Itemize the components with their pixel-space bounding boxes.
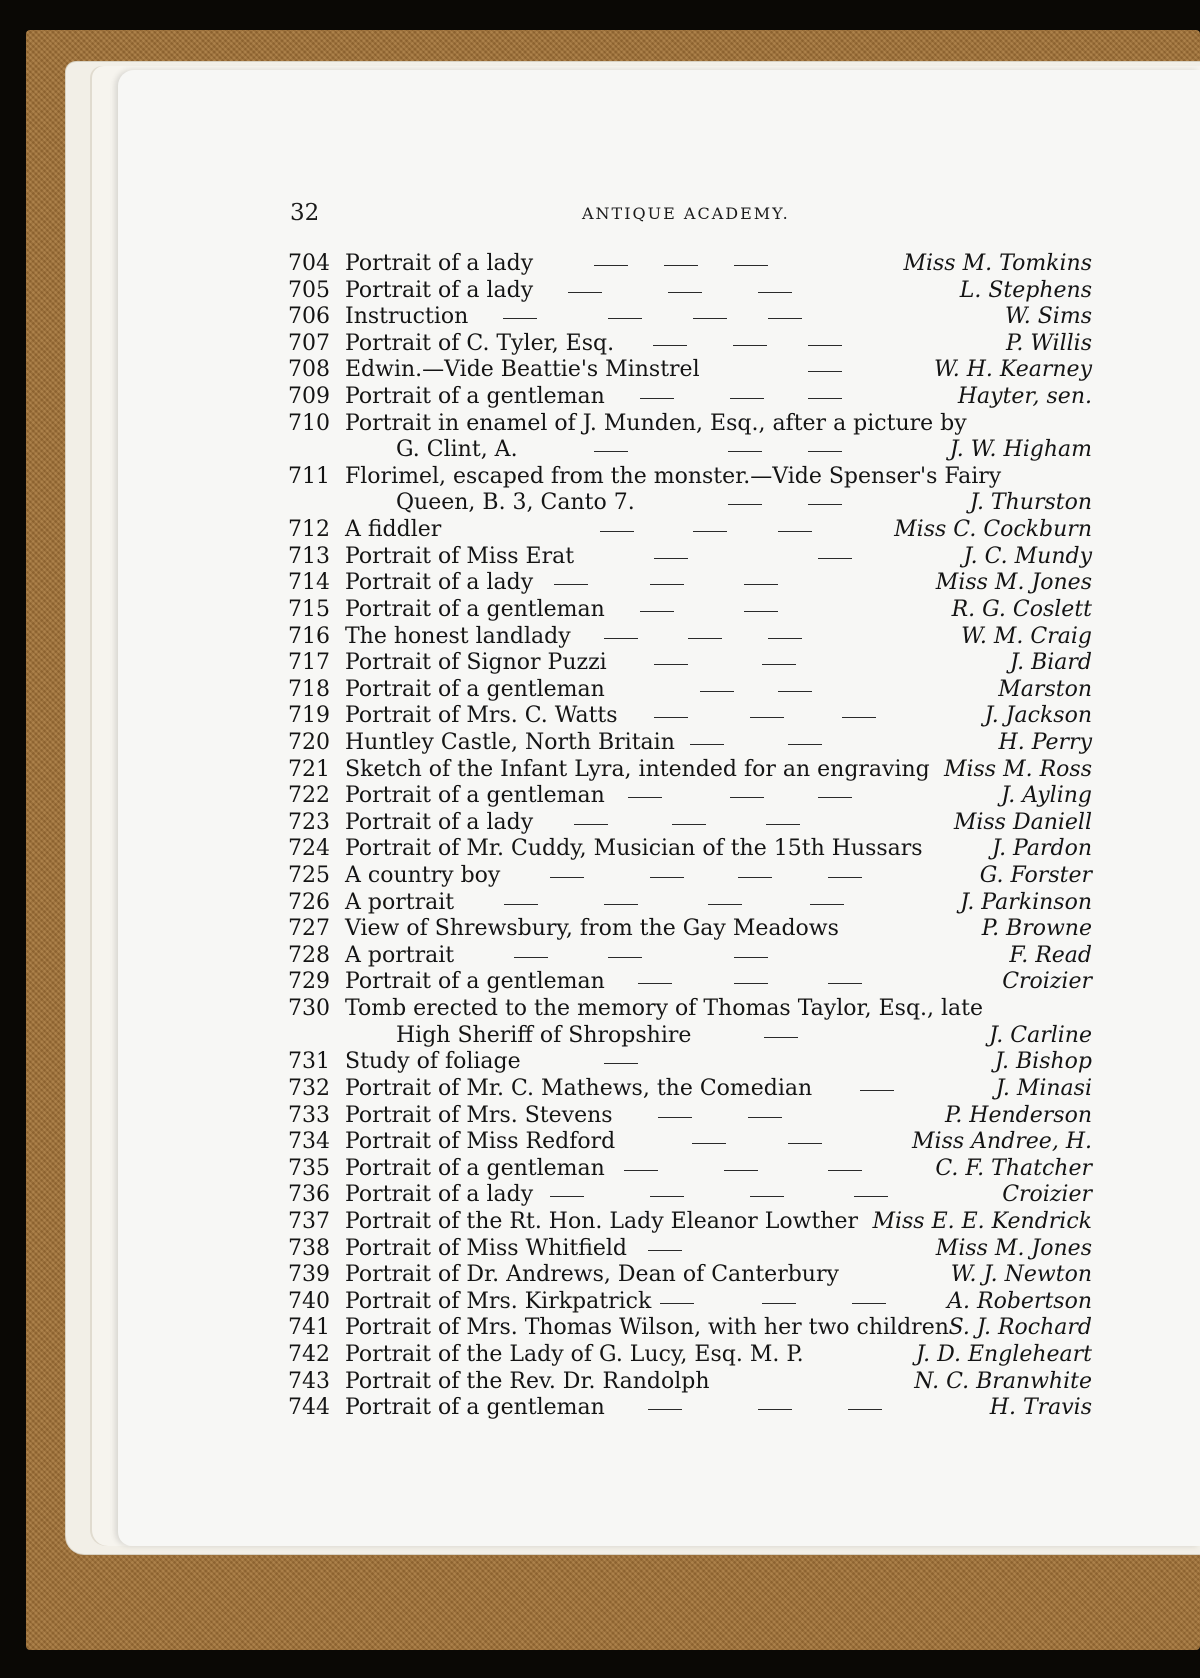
dash-leader [750, 1182, 784, 1208]
dash-leader [828, 1156, 862, 1182]
dash-leader [738, 863, 772, 889]
dash-leader [734, 943, 768, 969]
entry-number: 723 [288, 809, 330, 835]
entry-artist: Miss M. Jones [935, 1235, 1092, 1261]
entry-number: 742 [288, 1341, 330, 1367]
entry-number: 718 [288, 676, 330, 702]
catalogue-entry [288, 1103, 1092, 1130]
dash-leader [668, 278, 702, 304]
catalogue-entry [288, 1236, 1092, 1263]
dash-leader [733, 331, 767, 357]
entry-title: Sketch of the Infant Lyra, intended for an engraving [345, 756, 930, 782]
dash-leader [624, 1156, 658, 1182]
entry-artist: J. Thurston [969, 490, 1092, 516]
entry-number: 736 [288, 1182, 330, 1208]
entry-artist: Croizier [1002, 969, 1092, 995]
dash-leader [628, 783, 662, 809]
catalogue-entry [288, 810, 1092, 837]
dash-leader [554, 570, 588, 596]
entry-number: 738 [288, 1235, 330, 1261]
dash-leader [808, 437, 842, 463]
entry-title: Queen, B. 3, Canto 7. [396, 490, 635, 516]
dash-leader [730, 783, 764, 809]
dash-leader [808, 357, 842, 383]
dash-leader [808, 384, 842, 410]
entry-artist: P. Henderson [944, 1102, 1092, 1128]
entry-number: 714 [288, 570, 330, 596]
entry-title: Portrait of a lady [345, 251, 534, 276]
dash-leader [708, 890, 742, 916]
entry-title: Portrait of Dr. Andrews, Dean of Canterbury [345, 1262, 839, 1288]
entry-title: Portrait of a lady [345, 809, 534, 835]
catalogue-entry [288, 730, 1092, 757]
catalogue-entry [288, 331, 1092, 358]
entry-title: Portrait of a gentleman [345, 596, 605, 622]
entry-artist: J. Jackson [984, 703, 1092, 729]
entry-title: Portrait of a gentleman [345, 1155, 605, 1181]
entry-number: 721 [288, 756, 330, 782]
entry-artist: Miss Daniell [953, 809, 1092, 835]
entry-artist: Miss E. E. Kendrick [872, 1208, 1092, 1234]
entry-artist: J. Ayling [1001, 783, 1092, 809]
entry-number: 705 [288, 277, 330, 303]
page-number: 32 [290, 200, 320, 226]
entry-title: View of Shrewsbury, from the Gay Meadows [345, 916, 839, 942]
entry-title: G. Clint, A. [396, 437, 518, 463]
catalogue-entry [288, 1289, 1092, 1316]
catalogue-entry [288, 650, 1092, 677]
dash-leader [748, 1103, 782, 1129]
catalogue-entry [288, 757, 1092, 784]
dash-leader [550, 1182, 584, 1208]
dash-leader [810, 890, 844, 916]
dash-leader [768, 624, 802, 650]
entry-artist: Marston [998, 676, 1092, 702]
dash-leader [568, 278, 602, 304]
running-title: ANTIQUE ACADEMY. [582, 204, 790, 223]
entry-title: Study of foliage [345, 1049, 521, 1075]
catalogue-entry [288, 996, 1092, 1023]
catalogue-entry [288, 1049, 1092, 1076]
catalogue-entry [288, 1129, 1092, 1156]
dash-leader [762, 1289, 796, 1315]
catalogue-entry [288, 437, 1092, 464]
entry-number: 727 [288, 916, 330, 942]
dash-leader [728, 490, 762, 516]
entry-artist: J. W. Higham [949, 437, 1092, 463]
entry-artist: H. Perry [998, 729, 1092, 755]
dash-leader [594, 437, 628, 463]
dash-leader [600, 517, 634, 543]
entry-artist: L. Stephens [959, 277, 1092, 303]
catalogue-entry [288, 783, 1092, 810]
entry-title: Portrait of the Lady of G. Lucy, Esq. M. P. [345, 1341, 804, 1367]
dash-leader [664, 251, 698, 277]
entry-title: Portrait of a gentleman [345, 1395, 605, 1421]
entry-number: 710 [288, 410, 330, 436]
entry-number: 734 [288, 1129, 330, 1155]
entry-title: Portrait of a lady [345, 1182, 534, 1208]
dash-leader [818, 783, 852, 809]
entry-title: High Sheriff of Shropshire [396, 1022, 692, 1048]
entry-title: Portrait of the Rev. Dr. Randolph [345, 1368, 710, 1394]
entry-title: Portrait of Miss Erat [345, 543, 575, 569]
entry-number: 739 [288, 1262, 330, 1288]
entry-title: A portrait [345, 942, 455, 968]
entry-title: Portrait of a gentleman [345, 969, 605, 995]
entry-number: 741 [288, 1315, 330, 1341]
dash-leader [808, 490, 842, 516]
catalogue-entry [288, 357, 1092, 384]
dash-leader [604, 890, 638, 916]
dash-leader [788, 1129, 822, 1155]
dash-leader [724, 1156, 758, 1182]
dash-leader [734, 251, 768, 277]
catalogue-entry [288, 544, 1092, 571]
entry-artist: N. C. Branwhite [914, 1368, 1092, 1394]
entry-artist: G. Forster [979, 863, 1092, 889]
catalogue-entry [288, 304, 1092, 331]
entry-number: 719 [288, 703, 330, 729]
entry-number: 716 [288, 623, 330, 649]
dash-leader [608, 943, 642, 969]
entry-artist: J. C. Mundy [963, 543, 1092, 569]
page-header [290, 200, 1090, 228]
catalogue-entry [288, 517, 1092, 544]
dash-leader [514, 943, 548, 969]
entry-title: Portrait of Miss Whitfield [345, 1235, 628, 1261]
catalogue-entry [288, 890, 1092, 917]
entry-number: 706 [288, 304, 330, 330]
entry-number: 715 [288, 596, 330, 622]
entry-number: 722 [288, 783, 330, 809]
entry-title: The honest landlady [345, 623, 571, 649]
catalogue-entry [288, 411, 1092, 438]
dash-leader [744, 597, 778, 623]
entry-artist: Croizier [1002, 1182, 1092, 1208]
entry-number: 704 [288, 251, 330, 276]
entry-artist: J. Biard [1009, 650, 1092, 676]
catalogue-entry [288, 703, 1092, 730]
dash-leader [640, 384, 674, 410]
catalogue-entry [288, 570, 1092, 597]
catalogue-entry [288, 1182, 1092, 1209]
entry-artist: W. Sims [1004, 304, 1092, 330]
dash-leader [550, 863, 584, 889]
dash-leader [654, 703, 688, 729]
dash-leader [648, 1236, 682, 1262]
entry-number: 725 [288, 863, 330, 889]
entry-artist: W. H. Kearney [933, 357, 1092, 383]
entry-artist: A. Robertson [947, 1288, 1092, 1314]
entry-artist: C. F. Thatcher [935, 1155, 1092, 1181]
entry-number: 729 [288, 969, 330, 995]
catalogue-entry [288, 1369, 1092, 1396]
entry-artist: R. G. Coslett [951, 596, 1092, 622]
entry-title: Portrait of a gentleman [345, 676, 605, 702]
dash-leader [693, 517, 727, 543]
entry-number: 735 [288, 1155, 330, 1181]
entry-artist: J. Pardon [991, 836, 1092, 862]
dash-leader [604, 624, 638, 650]
entry-title: Portrait of Mrs. Thomas Wilson, with her two children [345, 1315, 949, 1341]
catalogue-entry [288, 624, 1092, 651]
dash-leader [574, 810, 608, 836]
entry-title: Instruction [345, 304, 469, 330]
entry-number: 737 [288, 1208, 330, 1234]
entry-artist: H. Travis [989, 1395, 1092, 1421]
dash-leader [653, 331, 687, 357]
entry-title: Portrait of a lady [345, 277, 534, 303]
entry-artist: Miss M. Ross [943, 756, 1092, 782]
dash-leader [658, 1103, 692, 1129]
catalogue-entry [288, 943, 1092, 970]
dash-leader [828, 969, 862, 995]
entry-number: 708 [288, 357, 330, 383]
dash-leader [648, 1395, 682, 1421]
entry-number: 726 [288, 889, 330, 915]
entry-title: A portrait [345, 889, 455, 915]
dash-leader [854, 1182, 888, 1208]
dash-leader [728, 437, 762, 463]
entry-title: Portrait of a lady [345, 570, 534, 596]
entry-artist: S. J. Rochard [948, 1315, 1092, 1341]
dash-leader [762, 650, 796, 676]
dash-leader [778, 517, 812, 543]
dash-leader [650, 1182, 684, 1208]
entry-artist: Miss C. Cockburn [894, 517, 1092, 543]
dash-leader [764, 1023, 798, 1049]
catalogue-entry [288, 1023, 1092, 1050]
dash-leader [730, 384, 764, 410]
dash-leader [818, 544, 852, 570]
dash-leader [693, 304, 727, 330]
entry-artist: J. Minasi [995, 1075, 1092, 1101]
catalogue-list [288, 251, 1092, 1422]
entry-artist: P. Browne [981, 916, 1092, 942]
dash-leader [594, 251, 628, 277]
entry-artist: P. Willis [1006, 330, 1092, 356]
entry-artist: Miss M. Jones [935, 570, 1092, 596]
entry-title: A fiddler [345, 517, 442, 543]
dash-leader [768, 304, 802, 330]
entry-number: 707 [288, 330, 330, 356]
dash-leader [848, 1395, 882, 1421]
catalogue-entry [288, 490, 1092, 517]
dash-leader [608, 304, 642, 330]
dash-leader [660, 1289, 694, 1315]
dash-leader [852, 1289, 886, 1315]
dash-leader [638, 969, 672, 995]
entry-number: 713 [288, 543, 330, 569]
entry-title: Portrait of Mrs. Kirkpatrick [345, 1288, 652, 1314]
dash-leader [690, 730, 724, 756]
entry-artist: W. M. Craig [961, 623, 1092, 649]
dash-leader [503, 304, 537, 330]
dash-leader [758, 278, 792, 304]
entry-title: Tomb erected to the memory of Thomas Taylor, Esq., late [345, 996, 984, 1022]
dash-leader [758, 1395, 792, 1421]
dash-leader [734, 969, 768, 995]
entry-artist: J. Bishop [994, 1049, 1092, 1075]
dash-leader [650, 570, 684, 596]
entry-number: 712 [288, 517, 330, 543]
dash-leader [504, 890, 538, 916]
entry-artist: W. J. Newton [950, 1262, 1092, 1288]
dash-leader [688, 624, 722, 650]
catalogue-entry [288, 1262, 1092, 1289]
catalogue-entry [288, 464, 1092, 491]
entry-artist: F. Read [1009, 942, 1092, 968]
catalogue-entry [288, 278, 1092, 305]
catalogue-entry [288, 677, 1092, 704]
catalogue-entry [288, 1209, 1092, 1236]
dash-leader [766, 810, 800, 836]
dash-leader [842, 703, 876, 729]
dash-leader [672, 810, 706, 836]
dash-leader [604, 1049, 638, 1075]
entry-title: Portrait of Signor Puzzi [345, 650, 607, 676]
entry-number: 740 [288, 1288, 330, 1314]
entry-number: 709 [288, 384, 330, 410]
catalogue-entry [288, 1395, 1092, 1422]
dash-leader [744, 570, 778, 596]
catalogue-entry [288, 916, 1092, 943]
catalogue-entry [288, 251, 1092, 278]
entry-title: Portrait in enamel of J. Munden, Esq., after a picture by [345, 410, 967, 436]
dash-leader [654, 650, 688, 676]
dash-leader [860, 1076, 894, 1102]
catalogue-entry [288, 1342, 1092, 1369]
entry-artist: Hayter, sen. [957, 384, 1092, 410]
entry-artist: Miss M. Tomkins [903, 251, 1092, 276]
dash-leader [700, 677, 734, 703]
catalogue-entry [288, 1315, 1092, 1342]
entry-title: Huntley Castle, North Britain [345, 729, 675, 755]
entry-artist: Miss Andree, H. [912, 1129, 1092, 1155]
dash-leader [778, 677, 812, 703]
dash-leader [650, 863, 684, 889]
catalogue-entry [288, 1076, 1092, 1103]
dash-leader [640, 597, 674, 623]
entry-title: A country boy [345, 863, 501, 889]
entry-title: Portrait of Mrs. Stevens [345, 1102, 613, 1128]
entry-number: 717 [288, 650, 330, 676]
dash-leader [692, 1129, 726, 1155]
entry-artist: J. Parkinson [960, 889, 1092, 915]
entry-title: Florimel, escaped from the monster.—Vide Spenser's Fairy [345, 463, 1002, 489]
entry-number: 724 [288, 836, 330, 862]
catalogue-entry [288, 384, 1092, 411]
dash-leader [828, 863, 862, 889]
entry-title: Portrait of the Rt. Hon. Lady Eleanor Lowther [345, 1208, 859, 1234]
dash-leader [750, 703, 784, 729]
entry-number: 731 [288, 1049, 330, 1075]
entry-number: 730 [288, 996, 330, 1022]
entry-title: Portrait of Mr. Cuddy, Musician of the 15th Hussars [345, 836, 923, 862]
entry-title: Edwin.—Vide Beattie's Minstrel [345, 357, 700, 383]
catalogue-entry [288, 597, 1092, 624]
entry-title: Portrait of C. Tyler, Esq. [345, 330, 615, 356]
dash-leader [808, 331, 842, 357]
dash-leader [654, 544, 688, 570]
entry-title: Portrait of a gentleman [345, 783, 605, 809]
catalogue-entry [288, 969, 1092, 996]
catalogue-entry [288, 836, 1092, 863]
entry-number: 733 [288, 1102, 330, 1128]
dash-leader [788, 730, 822, 756]
entry-number: 744 [288, 1395, 330, 1421]
entry-number: 711 [288, 463, 330, 489]
entry-number: 720 [288, 729, 330, 755]
catalogue-entry [288, 1156, 1092, 1183]
entry-number: 728 [288, 942, 330, 968]
entry-title: Portrait of Mr. C. Mathews, the Comedian [345, 1075, 813, 1101]
entry-artist: J. D. Engleheart [916, 1341, 1092, 1367]
entry-artist: J. Carline [989, 1022, 1092, 1048]
entry-title: Portrait of Miss Redford [345, 1129, 616, 1155]
catalogue-entry [288, 863, 1092, 890]
entry-number: 743 [288, 1368, 330, 1394]
entry-title: Portrait of a gentleman [345, 384, 605, 410]
entry-number: 732 [288, 1075, 330, 1101]
entry-title: Portrait of Mrs. C. Watts [345, 703, 618, 729]
